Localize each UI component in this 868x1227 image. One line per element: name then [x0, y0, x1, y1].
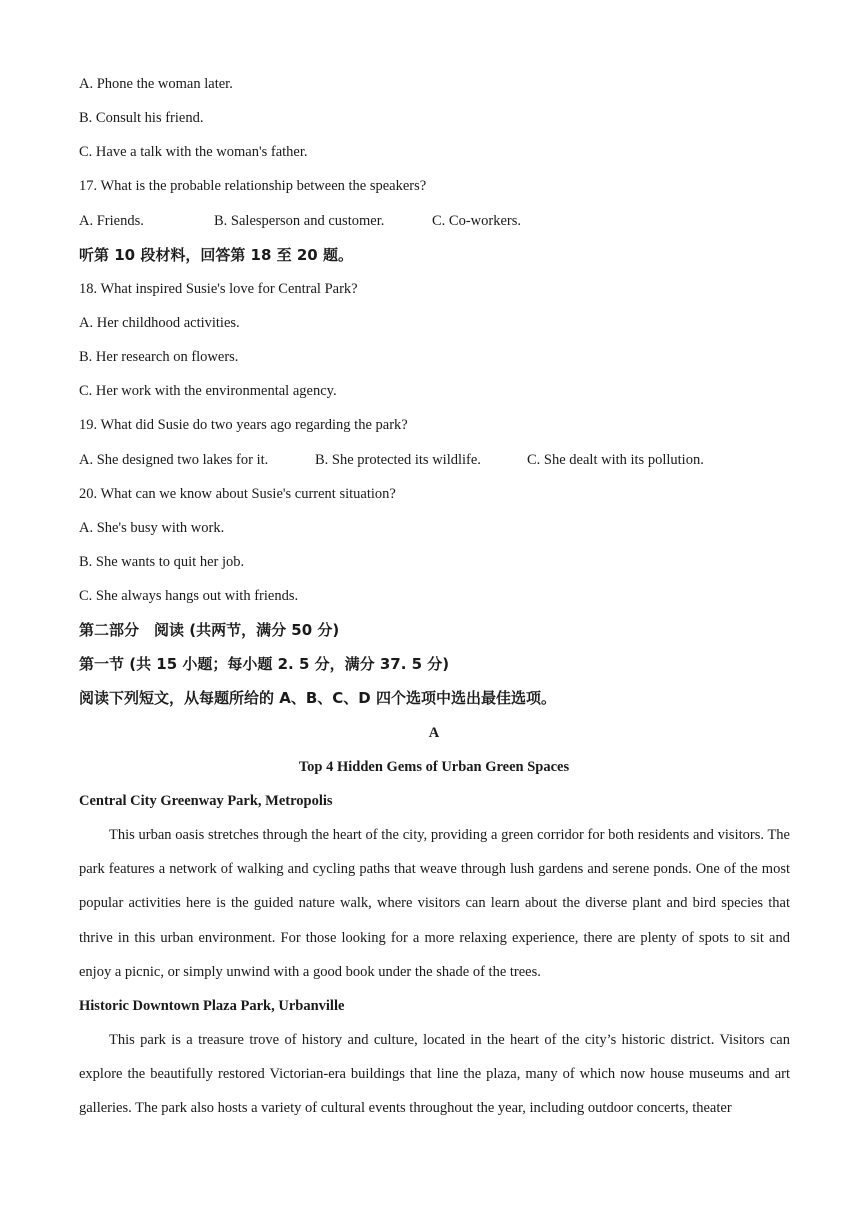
q20-option-c: C. She always hangs out with friends.	[79, 588, 299, 604]
q19-question: 19. What did Susie do two years ago regarding the park?	[79, 417, 408, 433]
q16-option-a: A. Phone the woman later.	[79, 76, 233, 92]
q20-option-a: A. She's busy with work.	[79, 520, 225, 536]
q18-option-a: A. Her childhood activities.	[79, 315, 240, 331]
q17-option-c: C. Co-workers.	[432, 213, 522, 229]
passage-title: Top 4 Hidden Gems of Urban Green Spaces	[298, 759, 570, 775]
q18-option-b: B. Her research on flowers.	[79, 349, 239, 365]
q19-option-b: B. She protected its wildlife.	[315, 452, 481, 468]
q19-option-a: A. She designed two lakes for it.	[79, 452, 269, 468]
q16-option-b: B. Consult his friend.	[79, 110, 204, 126]
q20-option-b: B. She wants to quit her job.	[79, 554, 245, 570]
q16-option-c: C. Have a talk with the woman's father.	[79, 144, 308, 160]
q19-option-c: C. She dealt with its pollution.	[527, 452, 704, 468]
park1-name: Central City Greenway Park, Metropolis	[79, 793, 333, 809]
q20-question: 20. What can we know about Susie's current situation?	[79, 486, 396, 502]
q17-question: 17. What is the probable relationship between the speakers?	[79, 178, 427, 194]
q18-question: 18. What inspired Susie's love for Central Park?	[79, 281, 358, 297]
q17-option-b: B. Salesperson and customer.	[214, 213, 385, 229]
reading-instruction: 阅读下列短文，从每题所给的 A、B、C、D 四个选项中选出最佳选项。	[79, 689, 556, 707]
q17-option-a: A. Friends.	[79, 213, 144, 229]
park2-name: Historic Downtown Plaza Park, Urbanville	[79, 998, 345, 1014]
passage-letter: A	[428, 725, 440, 741]
part2-heading: 第二部分 阅读 (共两节，满分 50 分)	[79, 621, 340, 639]
section1-heading: 第一节 (共 15 小题；每小题 2. 5 分，满分 37. 5 分)	[79, 655, 450, 673]
park2-description: This park is a treasure trove of history and culture, located in the heart of the city’s historic district. Visitors can explore the beautifully restored Victorian-era buildings that line the plaza, many of which now house museums and art galleries. The park also hosts a variety of cultural events throughout the year, including outdoor concerts, theater	[79, 1032, 790, 1117]
park1-description: This urban oasis stretches through the heart of the city, providing a green corridor for both residents and visitors. The park features a network of walking and cycling paths that weave through lush gardens and serene ponds. One of the most popular activities here is the guided nature walk, where visitors can learn about the diverse plant and bird species that thrive in this urban environment. For those looking for a more relaxing experience, there are plenty of spots to sit and enjoy a picnic, or simply unwind with a good book under the shade of the trees.	[79, 827, 790, 980]
section10-heading: 听第 10 段材料，回答第 18 至 20 题。	[79, 246, 353, 264]
q18-option-c: C. Her work with the environmental agency.	[79, 383, 337, 399]
